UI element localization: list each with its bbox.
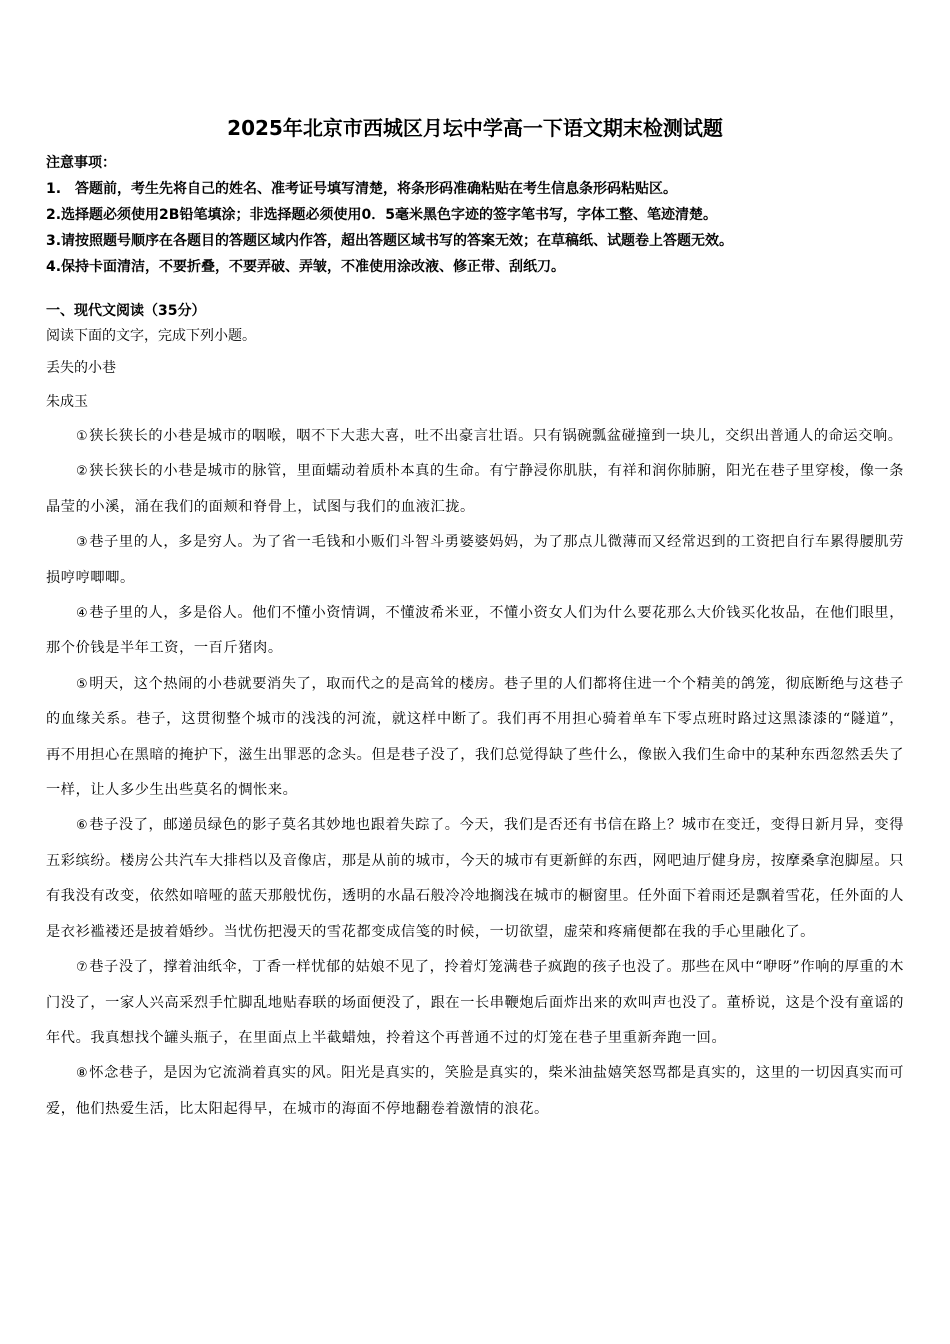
article-paragraph	[46, 525, 904, 596]
notice-item: 1. 答题前，考生先将自己的姓名、准考证号填写清楚，将条形码准确粘贴在考生信息条形码粘贴区。	[46, 181, 678, 197]
article-paragraph	[46, 596, 904, 667]
article-paragraph	[46, 1056, 904, 1127]
paragraph-number: ⑤	[76, 676, 89, 692]
article-paragraph	[46, 667, 904, 809]
article-title: 丢失的小巷	[46, 360, 116, 376]
page-title: 2025年北京市西城区月坛中学高一下语文期末检测试题	[227, 116, 723, 140]
article-paragraph	[46, 950, 904, 1056]
article-paragraph	[46, 808, 904, 950]
paragraph-text: 怀念巷子，是因为它流淌着真实的风。阳光是真实的，笑脸是真实的，柴米油盐嬉笑怒骂都是真实的，这里的一切因真实而可爱，他们热爱生活，比太阳起得早，在城市的海面不停地翻卷着激情的浪花。	[46, 1065, 904, 1117]
article-paragraph	[46, 454, 904, 525]
paragraph-text: 巷子里的人，多是穷人。为了省一毛钱和小贩们斗智斗勇婆婆妈妈，为了那点儿微薄而又经常迟到的工资把自行车累得腰肌劳损哼哼唧唧。	[46, 534, 904, 586]
paragraph-text: 巷子里的人，多是俗人。他们不懂小资情调，不懂波希米亚，不懂小资女人们为什么要花那么大价钱买化妆品，在他们眼里，那个价钱是半年工资，一百斤猪肉。	[46, 605, 904, 657]
article-body	[46, 419, 904, 1127]
paragraph-number: ⑦	[76, 960, 89, 976]
notice-heading: 注意事项：	[46, 155, 116, 171]
section-heading: 一、现代文阅读（35分）	[46, 303, 206, 319]
notice-item: 3.请按照题号顺序在各题目的答题区域内作答，超出答题区域书写的答案无效；在草稿纸、试题卷上答题无效。	[46, 233, 734, 249]
paragraph-text: 明天，这个热闹的小巷就要消失了，取而代之的是高耸的楼房。巷子里的人们都将住进一个个精美的鸽笼，彻底断绝与这巷子的血缘关系。巷子，这贯彻整个城市的浅浅的河流，就这样中断了。我们再不用担心骑着单车下零点班时路过这黑漆漆的“隧道”，再不用担心在黑暗的掩护下，滋生出罪恶的念头。但是巷子没了，我们总觉得缺了些什么，像嵌入我们生命中的某种东西忽然丢失了一样，让人多少生出些莫名的惆怅来。	[46, 675, 904, 799]
paragraph-number: ⑧	[76, 1066, 89, 1082]
paragraph-number: ④	[76, 606, 89, 622]
article-paragraph	[46, 419, 904, 454]
notice-item: 2.选择题必须使用2B铅笔填涂；非选择题必须使用0．5毫米黑色字迹的签字笔书写，字体工整、笔迹清楚。	[46, 207, 717, 223]
paragraph-number: ②	[76, 464, 89, 480]
notice-block	[46, 150, 906, 280]
notice-item: 4.保持卡面清洁，不要折叠，不要弄破、弄皱，不准使用涂改液、修正带、刮纸刀。	[46, 259, 566, 275]
paragraph-number: ⑥	[76, 818, 89, 834]
paragraph-number: ③	[76, 535, 89, 551]
article-author: 朱成玉	[46, 394, 88, 410]
paragraph-text: 狭长狭长的小巷是城市的脉管，里面蠕动着质朴本真的生命。有宁静浸你肌肤，有祥和润你肺腑，阳光在巷子里穿梭，像一条晶莹的小溪，涌在我们的面颊和脊骨上，试图与我们的血液汇拢。	[46, 463, 904, 515]
section-intro: 阅读下面的文字，完成下列小题。	[46, 328, 256, 344]
paragraph-number: ①	[76, 429, 89, 444]
paragraph-text: 狭长狭长的小巷是城市的咽喉，咽不下大悲大喜，吐不出豪言壮语。只有锅碗瓢盆碰撞到一块儿，交织出普通人的命运交响。	[89, 428, 903, 444]
paragraph-text: 巷子没了，邮递员绿色的影子莫名其妙地也跟着失踪了。今天，我们是否还有书信在路上？城市在变迁，变得日新月异，变得五彩缤纷。楼房公共汽车大排档以及音像店，那是从前的城市，今天的城市有更新鲜的东西，网吧迪厅健身房，按摩桑拿泡脚屋。只有我没有改变，依然如喑哑的蓝天那般忧伤，透明的水晶石般冷冷地搁浅在城市的橱窗里。任外面下着雨还是飘着雪花，任外面的人是衣衫褴褛还是披着婚纱。当忧伤把漫天的雪花都变成信笺的时候，一切欲望，虚荣和疼痛便都在我的手心里融化了。	[46, 817, 904, 940]
paragraph-text: 巷子没了，撑着油纸伞，丁香一样忧郁的姑娘不见了，拎着灯笼满巷子疯跑的孩子也没了。那些在风中“咿呀”作响的厚重的木门没了，一家人兴高采烈手忙脚乱地贴春联的场面便没了，跟在一长串鞭炮后面炸出来的欢叫声也没了。董桥说，这是个没有童谣的年代。我真想找个罐头瓶子，在里面点上半截蜡烛，拎着这个再普通不过的灯笼在巷子里重新奔跑一回。	[46, 959, 904, 1046]
